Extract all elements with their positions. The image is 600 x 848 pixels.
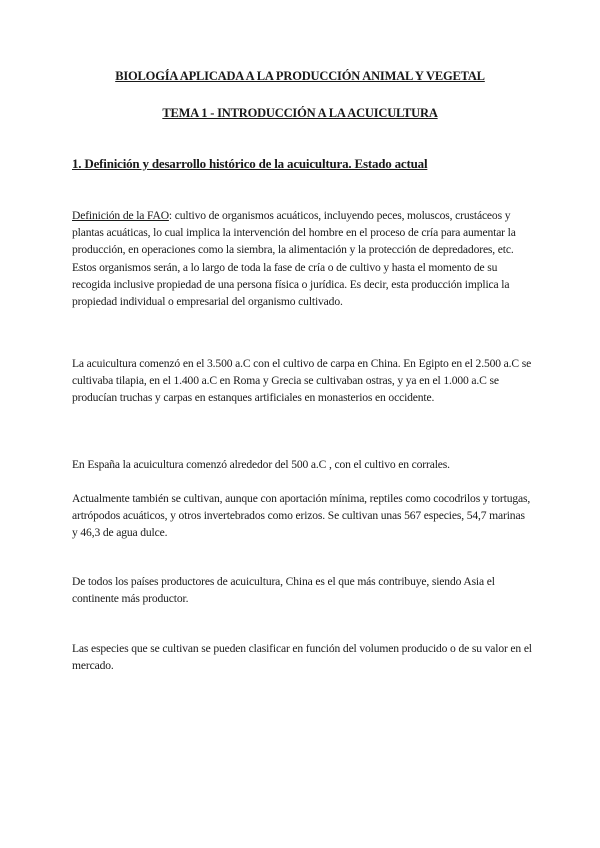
document-title: BIOLOGÍA APLICADA A LA PRODUCCIÓN ANIMAL Y VEGETAL: [115, 69, 485, 83]
document-subtitle: TEMA 1 - INTRODUCCIÓN A LA ACUICULTURA: [162, 106, 438, 120]
paragraph-producers: De todos los países productores de acuicultura, China es el que más contribuye, siendo Asia el continente más productor.: [72, 575, 495, 606]
paragraph-definition: [72, 207, 532, 310]
section-heading: 1. Definición y desarrollo histórico de la acuicultura. Estado actual: [72, 156, 428, 171]
paragraph-spain: En España la acuicultura comenzó alrededor del 500 a.C , con el cultivo en corrales.: [72, 458, 450, 471]
paragraph-classification: Las especies que se cultivan se pueden clasificar en función del volumen producido o de su valor en el mercado.: [72, 642, 532, 673]
paragraph-current: Actualmente también se cultivan, aunque con aportación mínima, reptiles como cocodrilos y tortugas, artrópodos acuáticos, y otros invertebrados como erizos. Se cultivan unas 567 especies, 54,7 marinas y 46,3 de agua dulce.: [72, 492, 531, 540]
paragraph-history: La acuicultura comenzó en el 3.500 a.C con el cultivo de carpa en China. En Egipto en el 2.500 a.C se cultivaba tilapia, en el 1.400 a.C en Roma y Grecia se cultivaban ostras, y ya en el 1.000 a.C se producían truchas y carpas en estanques artificiales en monasterios en occidente.: [72, 357, 532, 405]
definition-text: : cultivo de organismos acuáticos, incluyendo peces, moluscos, crustáceos y plantas acuáticas, lo cual implica la intervención del hombre en el proceso de cría para aumentar la producción, en operaciones como la siembra, la alimentación y la protección de depredadores, etc. Estos organismos serán, a lo largo de toda la fase de cría o de cultivo y hasta el momento de su recogida inclusive propiedad de una persona física o jurídica. Es decir, esta producción implica la propiedad individual o empresarial del organismo cultivado.: [72, 209, 516, 309]
definition-label: Definición de la FAO: [72, 209, 169, 222]
